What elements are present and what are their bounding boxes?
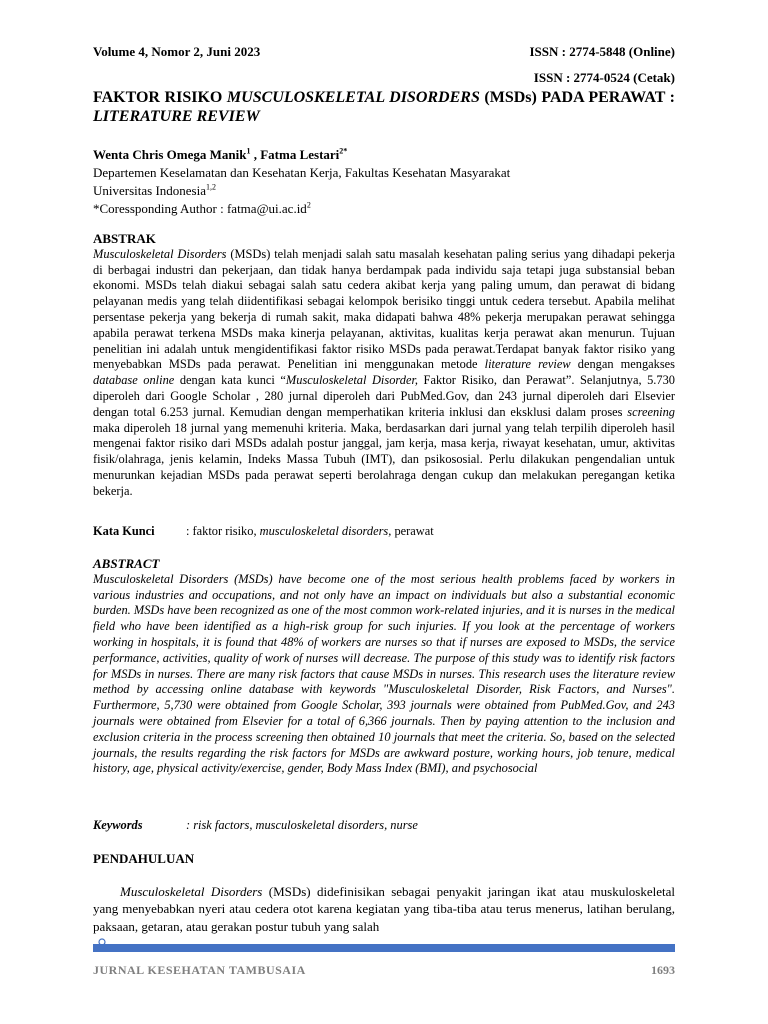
abstrak-italic: literature review xyxy=(484,357,571,372)
pendahuluan-heading: PENDAHULUAN xyxy=(93,851,195,866)
journal-header-line2 xyxy=(93,70,675,86)
abstrak-text: dengan kata kunci “ xyxy=(174,373,286,388)
pendahuluan-paragraph xyxy=(93,883,675,935)
keywords-value: : risk factors, musculoskeletal disorders, nurse xyxy=(186,818,418,832)
keywords xyxy=(93,818,675,833)
pendahuluan-italic: Musculoskeletal Disorders xyxy=(120,884,263,899)
univ-sup: 1,2 xyxy=(206,182,217,192)
abstrak-heading: ABSTRAK xyxy=(93,231,156,246)
abstrak-text: (MSDs) telah menjadi salah satu masalah kesehatan paling serius yang dihadapi pekerja di berbagai industri dan pekerjaan, dan tidak hanya berdampak pada individu saja tetapi juga substansial beban ekonomi. MSDs telah diakui sebagai salah satu cedera akibat kerja yang paling umum, dan perawat di bidang pelayanan medis yang telah diidentifikasi sebagai kelompok berisiko tinggi untuk cedera tersebut. Apabila melihat persentase pekerja yang bekerja di rumah sakit, maka didapati bahwa 48% pekerja merupakan perawat sehingga apabila perawat terkena MSDs maka kinerja pelayanan, aktivitas, kualitas kerja perawat akan menurun. Tujuan penelitian ini adalah untuk mengidentifikasi faktor risiko MSDs pada perawat.Terdapat banyak faktor risiko yang menyebabkan MSDs pada perawat. Penelitian ini menggunakan metode xyxy=(93,246,675,372)
journal-name: JURNAL KESEHATAN TAMBUSAIA xyxy=(93,963,306,977)
abstrak-italic: screening xyxy=(627,404,675,419)
kata-kunci xyxy=(93,524,675,539)
abstrak-text: dengan mengakses xyxy=(570,357,675,372)
author-affil-sup: 1 xyxy=(246,146,251,156)
author-separator: , xyxy=(250,147,261,162)
kata-kunci-label: Kata Kunci xyxy=(93,524,155,538)
journal-header xyxy=(93,44,675,60)
corresponding-author xyxy=(93,200,675,218)
abstrak-body xyxy=(93,247,675,500)
pendahuluan-text: (MSDs) didefinisikan sebagai penyakit jaringan ikat atau muskuloskeletal yang menyebabkan nyeri atau cedera otot karena kegiatan yang tiba-tiba atau terus menerus, latihan berulang, paksaan, getaran, atau gerakan postur tubuh yang salah xyxy=(93,884,676,934)
univ-name: Universitas Indonesia xyxy=(93,183,207,198)
kata-kunci-italic: musculoskeletal disorders, xyxy=(259,524,392,538)
affiliation-univ xyxy=(93,182,675,200)
affiliation-dept: Departemen Keselamatan dan Kesehatan Kerja, Fakultas Kesehatan Masyarakat xyxy=(93,165,511,180)
pendahuluan-section xyxy=(93,883,675,935)
issn-online: ISSN : 2774-5848 (Online) xyxy=(529,44,675,59)
volume-info: Volume 4, Nomor 2, Juni 2023 xyxy=(93,44,261,59)
abstract-heading: ABSTRACT xyxy=(93,556,160,571)
abstrak-italic: database online xyxy=(93,373,175,388)
kata-kunci-value: perawat xyxy=(391,524,434,538)
author-block xyxy=(93,146,675,218)
corr-sup: 2 xyxy=(306,200,311,210)
author-name: Wenta Chris Omega Manik xyxy=(93,147,247,162)
abstrak-text: maka diperoleh 18 jurnal yang memenuhi kriteria. Maka, berdasarkan dari jurnal yang telah terpilih diperoleh hasil mengenai faktor risiko dari MSDs adalah postur janggal, jam kerja, masa kerja, riwayat kesehatan, umur, aktivitas fisik/olahraga, jenis kelamin, Indeks Massa Tubuh (IMT), dan psikososial. Perlu dilakukan pengendalian untuk menurunkan kejadian MSDs pada perawat seperti berolahraga dengan cukup dan melakukan peregangan ketika bekerja. xyxy=(93,420,675,498)
abstract-body: Musculoskeletal Disorders (MSDs) have become one of the most serious health problems faced by workers in various industries and occupations, and not only have an impact on individuals but also a substantial economic burden. MSDs have been recognized as one of the most common work-related injuries, and it is nurses in the medical field who have been identified as a high-risk group for such injuries. If you look at the percentage of workers working in hospitals, it is found that 48% of workers are nurses so that if nurses are exposed to MSDs, the service performance, activities, quality of work of nurses will decrease. The purpose of this study was to identify risk factors for MSDs in nurses. There are many risk factors that cause MSDs in nurses. This research uses the literature review method by accessing online database with keywords "Musculoskeletal Disorder, Risk Factors, and Nurses". Furthermore, 5,730 were obtained from Google Scholar, 393 journals were obtained from PubMed.Gov, and 243 journals were obtained from Elsevier for a total of 6,366 journals. Then by paying attention to the inclusion and exclusion criteria in the process screening then obtained 10 journals that meet the criteria. So, based on the selected journals, the results regarding the risk factors for MSDs are awkward posture, working hours, job tenure, medical history, age, physical activity/exercise, gender, Body Mass Index (BMI), and psychosocial xyxy=(93,571,675,776)
footer-bar xyxy=(93,944,675,952)
abstrak-text: Faktor Risiko, dan Perawat”. Selanjutnya, 5.730 diperoleh dari Google Scholar , 280 jurnal diperoleh dari PubMed.Gov, dan 243 jurnal diperoleh dari Elsevier dengan total 6.253 jurnal. Kemudian dengan memperhatikan kriteria inklusi dan eksklusi dalam proses xyxy=(93,373,675,419)
title-part-italic: LITERATURE REVIEW xyxy=(93,108,260,125)
page-number: 1693 xyxy=(651,963,675,977)
corr-text: *Coressponding Author : fatma@ui.ac.id xyxy=(93,201,307,216)
abstract-section xyxy=(93,556,675,777)
abstrak-section xyxy=(93,231,675,500)
title-part: FAKTOR RISIKO xyxy=(93,89,227,106)
issn-print: ISSN : 2774-0524 (Cetak) xyxy=(533,70,675,85)
footer-circle-icon xyxy=(98,938,106,946)
author-name: Fatma Lestari xyxy=(260,147,340,162)
title-part-italic: MUSCULOSKELETAL DISORDERS xyxy=(226,89,480,106)
author-affil-sup: 2* xyxy=(339,146,348,156)
keywords-label: Keywords xyxy=(93,818,143,832)
title-part: (MSDs) PADA PERAWAT : xyxy=(479,89,676,106)
author-names xyxy=(93,146,675,164)
abstrak-italic: Musculoskeletal Disorder, xyxy=(285,373,418,388)
kata-kunci-value: : faktor risiko, xyxy=(186,524,260,538)
paper-title xyxy=(93,88,675,126)
abstrak-italic: Musculoskeletal Disorders xyxy=(93,246,227,261)
